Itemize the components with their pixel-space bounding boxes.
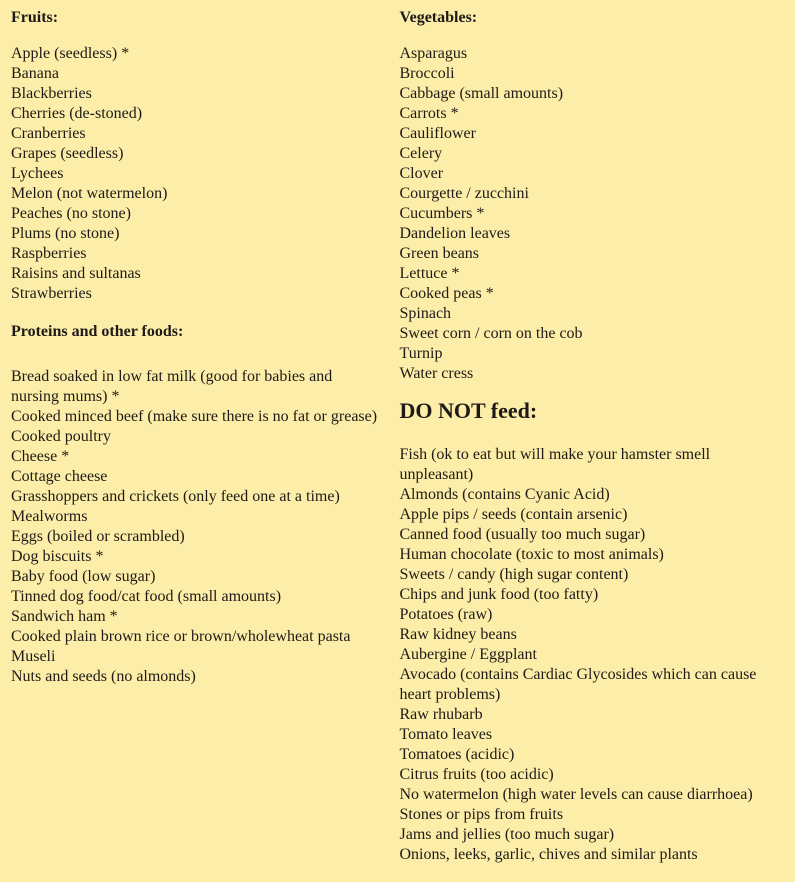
list-item: Lettuce *: [399, 265, 460, 282]
list-item: Potatoes (raw): [399, 606, 493, 623]
do-not-feed-list: [400, 445, 788, 865]
list-item: Melon (not watermelon): [11, 185, 168, 202]
list-item: Strawberries: [11, 285, 92, 302]
list-item: Spinach: [399, 305, 452, 322]
list-item: Citrus fruits (too acidic): [399, 766, 554, 783]
proteins-list: [11, 367, 382, 687]
do-not-feed-section: [400, 398, 788, 865]
list-item: Cooked peas *: [399, 285, 494, 302]
list-item: Raw rhubarb: [399, 706, 483, 723]
list-item: Fish (ok to eat but will make your hamster smell unpleasant): [399, 446, 711, 483]
list-item: Avocado (contains Cardiac Glycosides which can cause heart problems): [399, 666, 757, 703]
list-item: Human chocolate (toxic to most animals): [399, 546, 664, 563]
list-item: No watermelon (high water levels can cause diarrhoea): [399, 786, 753, 803]
list-item: Cauliflower: [399, 125, 476, 142]
list-item: Almonds (contains Cyanic Acid): [399, 486, 610, 503]
fruits-list: [11, 44, 382, 304]
list-item: Tomatoes (acidic): [399, 746, 515, 763]
list-item: Cooked minced beef (make sure there is no fat or grease): [11, 408, 378, 425]
do-not-feed-heading: DO NOT feed:: [399, 398, 538, 423]
list-item: Bread soaked in low fat milk (good for babies and nursing mums) *: [11, 368, 333, 405]
list-item: Museli: [11, 648, 56, 665]
list-item: Apple (seedless) *: [11, 45, 130, 62]
list-item: Grasshoppers and crickets (only feed one at a time): [11, 488, 340, 505]
list-item: Mealworms: [11, 508, 88, 525]
list-item: Peaches (no stone): [11, 205, 131, 222]
list-item: Plums (no stone): [11, 225, 120, 242]
list-item: Sweets / candy (high sugar content): [399, 566, 629, 583]
list-item: Asparagus: [399, 45, 468, 62]
list-item: Banana: [11, 65, 59, 82]
list-item: Jams and jellies (too much sugar): [399, 826, 615, 843]
proteins-heading: Proteins and other foods:: [11, 323, 184, 340]
right-column: [398, 8, 795, 882]
vegetables-list: [400, 44, 788, 384]
list-item: Sandwich ham *: [11, 608, 118, 625]
fruits-heading: Fruits:: [11, 9, 59, 26]
list-item: Blackberries: [11, 85, 92, 102]
list-item: Aubergine / Eggplant: [399, 646, 537, 663]
list-item: Carrots *: [399, 105, 459, 122]
list-item: Canned food (usually too much sugar): [399, 526, 646, 543]
list-item: Dog biscuits *: [11, 548, 104, 565]
list-item: Water cress: [399, 365, 474, 382]
list-item: Broccoli: [399, 65, 455, 82]
list-item: Raw kidney beans: [399, 626, 517, 643]
fruits-section: [11, 8, 382, 304]
list-item: Grapes (seedless): [11, 145, 124, 162]
list-item: Raspberries: [11, 245, 87, 262]
list-item: Raisins and sultanas: [11, 265, 141, 282]
list-item: Cooked plain brown rice or brown/wholewheat pasta: [11, 628, 351, 645]
list-item: Cooked poultry: [11, 428, 111, 445]
list-item: Nuts and seeds (no almonds): [11, 668, 196, 685]
list-item: Stones or pips from fruits: [399, 806, 564, 823]
list-item: Chips and junk food (too fatty): [399, 586, 599, 603]
list-item: Dandelion leaves: [399, 225, 511, 242]
left-column: [0, 8, 398, 882]
list-item: Eggs (boiled or scrambled): [11, 528, 185, 545]
list-item: Cheese *: [11, 448, 70, 465]
list-item: Sweet corn / corn on the cob: [399, 325, 583, 342]
list-item: Onions, leeks, garlic, chives and similar plants: [399, 846, 698, 863]
list-item: Cherries (de-stoned): [11, 105, 143, 122]
list-item: Baby food (low sugar): [11, 568, 156, 585]
list-item: Lychees: [11, 165, 64, 182]
vegetables-heading: Vegetables:: [399, 9, 478, 26]
list-item: Cranberries: [11, 125, 86, 142]
vegetables-section: [400, 8, 788, 384]
proteins-section: [11, 322, 382, 687]
list-item: Clover: [399, 165, 444, 182]
list-item: Cabbage (small amounts): [399, 85, 564, 102]
list-item: Tinned dog food/cat food (small amounts): [11, 588, 282, 605]
list-item: Celery: [399, 145, 443, 162]
list-item: Cucumbers *: [399, 205, 485, 222]
list-item: Cottage cheese: [11, 468, 108, 485]
list-item: Green beans: [399, 245, 480, 262]
list-item: Tomato leaves: [399, 726, 493, 743]
list-item: Courgette / zucchini: [399, 185, 529, 202]
list-item: Apple pips / seeds (contain arsenic): [399, 506, 628, 523]
list-item: Turnip: [399, 345, 443, 362]
